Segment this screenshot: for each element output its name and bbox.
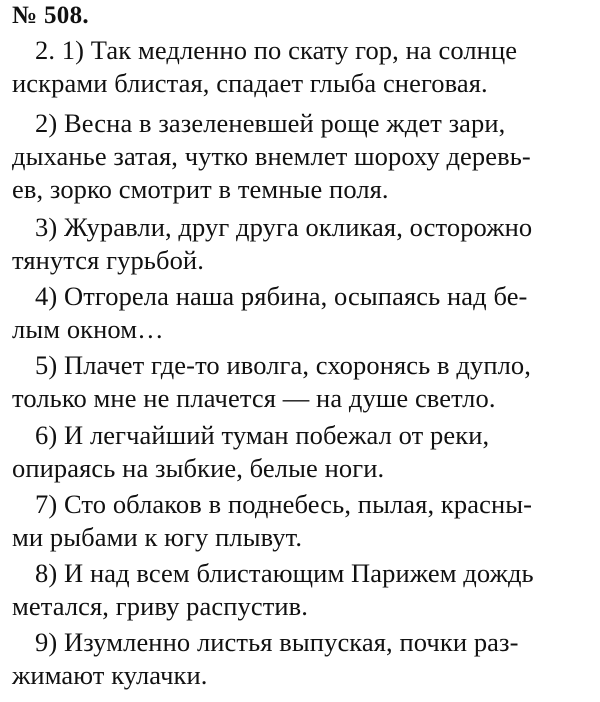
text-line: 4) Отгорела наша рябина, осыпаясь над бе- xyxy=(35,281,528,311)
text-line: искрами блистая, спадает глыба снеговая. xyxy=(12,68,488,98)
exercise-number: № 508. xyxy=(12,2,89,29)
text-line: ев, зорко смотрит в темные поля. xyxy=(12,174,389,204)
text-line: 5) Плачет где-то иволга, схоронясь в дупло, xyxy=(35,350,531,380)
text-line: только мне не плачется — на душе светло. xyxy=(12,383,496,413)
text-line: жимают кулачки. xyxy=(12,660,208,690)
text-line: лым окном… xyxy=(12,314,164,344)
text-line: 2) Весна в зазеленевшей роще ждет зари, xyxy=(35,108,506,138)
text-line: метался, гриву распустив. xyxy=(12,591,309,621)
text-line: 8) И над всем блистающим Парижем дождь xyxy=(35,558,534,588)
text-line: 2. 1) Так медленно по скату гор, на солнце xyxy=(35,35,518,65)
text-line: 9) Изумленно листья выпуская, почки раз- xyxy=(35,627,519,657)
text-line: 7) Сто облаков в поднебесь, пылая, красны- xyxy=(35,489,533,519)
text-line: ми рыбами к югу плывут. xyxy=(12,522,303,552)
text-line: тянутся гурьбой. xyxy=(12,245,204,275)
text-line: опираясь на зыбкие, белые ноги. xyxy=(12,453,385,483)
text-line: 6) И легчайший туман побежал от реки, xyxy=(35,420,490,450)
text-line: 3) Журавли, друг друга окликая, осторожно xyxy=(35,212,533,242)
text-line: дыханье затая, чутко внемлет шороху деревь- xyxy=(12,141,531,171)
